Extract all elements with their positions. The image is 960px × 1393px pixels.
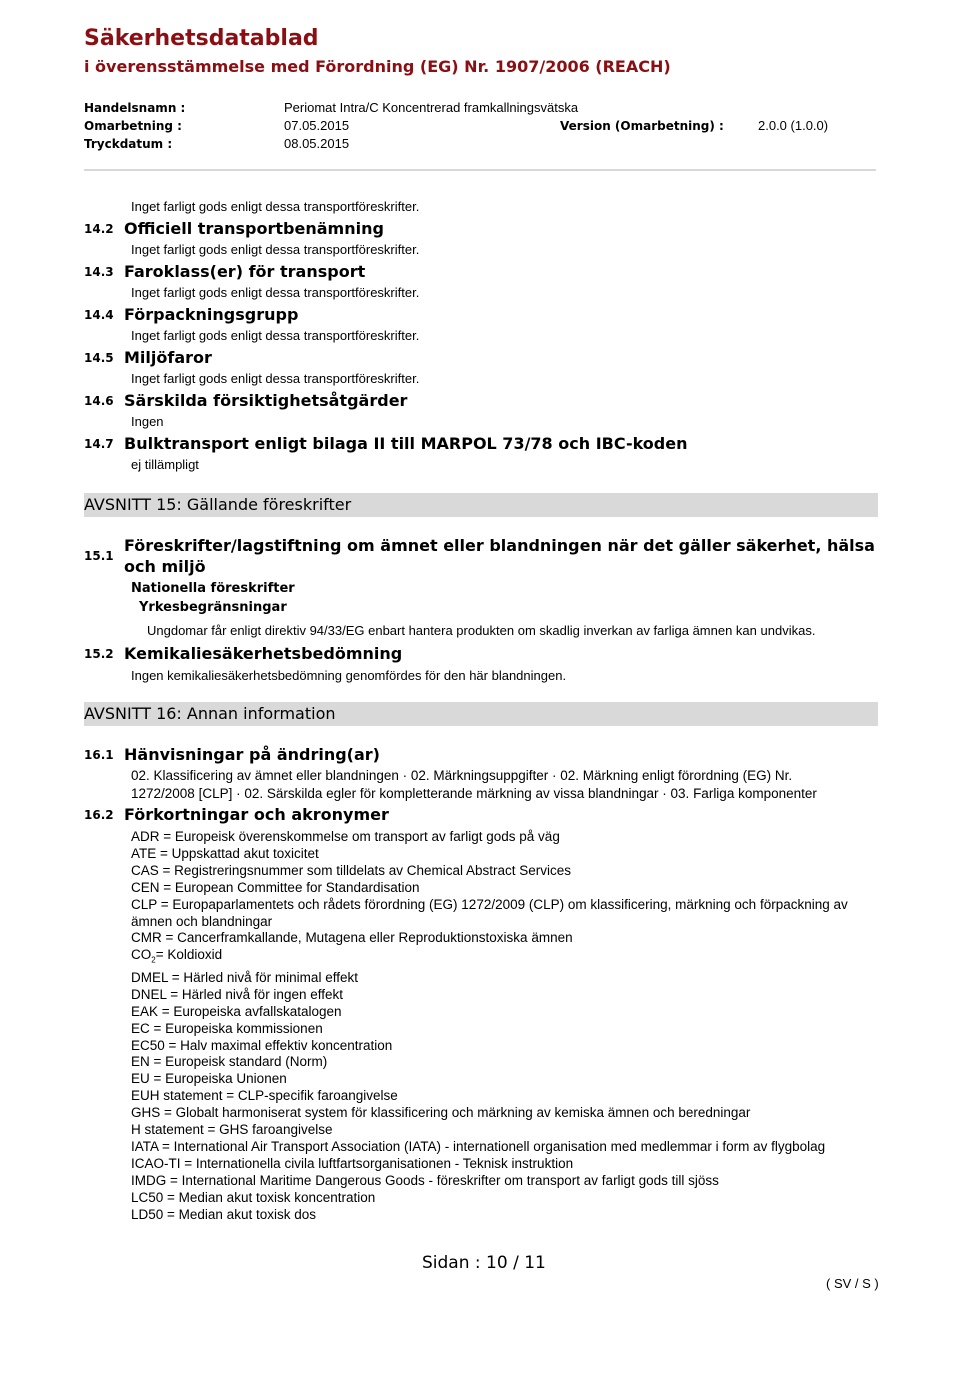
header-divider: [84, 169, 876, 171]
section-15-1-number: 15.1: [84, 549, 114, 563]
section-14-3-text: Inget farligt gods enligt dessa transportföreskrifter.: [131, 285, 420, 300]
section-16-1-line1: 02. Klassificering av ämnet eller blandningen · 02. Märkningsuppgifter · 02. Märkning enligt förordning (EG) Nr.: [131, 768, 793, 783]
abbreviation-item: GHS = Globalt harmoniserat system för klassificering och märkning av kemiska ämnen och beredningar: [131, 1105, 751, 1121]
abbreviation-item-co2: [131, 947, 881, 970]
section-14-6-title: Särskilda försiktighetsåtgärder: [124, 391, 408, 410]
abbreviation-item: EAK = Europeiska avfallskatalogen: [131, 1003, 342, 1019]
abbreviation-item: DMEL = Härled nivå för minimal effekt: [131, 969, 358, 985]
section-14-2-number: 14.2: [84, 222, 114, 236]
section-14-7-title: Bulktransport enligt bilaga II till MARPOL 73/78 och IBC-koden: [124, 434, 688, 453]
section-14-3-number: 14.3: [84, 265, 114, 279]
abbreviation-item-cmr: CMR = Cancerframkallande, Mutagena eller Reproduktionstoxiska ämnen: [131, 930, 573, 946]
version-value: 2.0.0 (1.0.0): [758, 118, 829, 133]
abbreviation-item: CEN = European Committee for Standardisation: [131, 879, 420, 895]
abbreviation-item: ICAO-TI = Internationella civila luftfartsorganisationen - Teknisk instruktion: [131, 1155, 574, 1171]
section-15-header-label: AVSNITT 15: Gällande föreskrifter: [84, 495, 352, 514]
section-16-header-label: AVSNITT 16: Annan information: [84, 704, 336, 723]
section-14-7-text: ej tillämpligt: [131, 457, 199, 472]
section-16-1-number: 16.1: [84, 748, 114, 762]
section-14-7-number: 14.7: [84, 437, 114, 451]
abbreviation-item: LC50 = Median akut toxisk koncentration: [131, 1189, 376, 1205]
co2-definition: = Koldioxid: [155, 947, 223, 963]
section-16-header: [84, 702, 878, 726]
document-title: Säkerhetsdatablad: [84, 26, 319, 51]
section-15-2-text: Ingen kemikaliesäkerhetsbedömning genomfördes för den här blandningen.: [131, 668, 567, 683]
abbreviation-item: ADR = Europeisk överenskommelse om transport av farligt gods på väg: [131, 829, 560, 844]
section-14-5-text: Inget farligt gods enligt dessa transportföreskrifter.: [131, 371, 420, 386]
section-14-2-title: Officiell transportbenämning: [124, 219, 384, 238]
trade-name-label: Handelsnamn :: [84, 101, 186, 115]
language-code: ( SV / S ): [826, 1276, 879, 1291]
national-regulations-label: Nationella föreskrifter: [131, 581, 295, 596]
abbreviation-item: EC50 = Halv maximal effektiv koncentration: [131, 1037, 393, 1053]
abbreviation-item: LD50 = Median akut toxisk dos: [131, 1206, 316, 1222]
section-15-header: [84, 493, 878, 517]
section-16-2-number: 16.2: [84, 808, 114, 822]
section-15-1-title-line1: Föreskrifter/lagstiftning om ämnet eller blandningen när det gäller säkerhet, hälsa: [124, 536, 875, 555]
abbreviation-item-clp: CLP = Europaparlamentets och rådets förordning (EG) 1272/2009 (CLP) om klassificering, märkning och förpackning av ämnen och blandningar: [131, 896, 848, 929]
abbreviation-item: ATE = Uppskattad akut toxicitet: [131, 845, 319, 861]
section-14-6-number: 14.6: [84, 394, 114, 408]
abbreviation-item: H statement = GHS faroangivelse: [131, 1122, 333, 1138]
section-15-2-title: Kemikaliesäkerhetsbedömning: [124, 644, 403, 663]
print-date-value: 08.05.2015: [284, 136, 350, 151]
page-number: Sidan : 10 / 11: [422, 1253, 546, 1273]
document-subtitle: i överensstämmelse med Förordning (EG) Nr. 1907/2006 (REACH): [84, 57, 671, 76]
section-14-4-text: Inget farligt gods enligt dessa transportföreskrifter.: [131, 328, 420, 343]
section-14-3-title: Faroklass(er) för transport: [124, 262, 366, 281]
abbreviation-item: IATA = International Air Transport Association (IATA) - internationell organisation med medlemmar i form av flygbolag: [131, 1139, 826, 1154]
section-16-1-line2: 1272/2008 [CLP] · 02. Särskilda egler för kompletterande märkning av vissa blandningar · 03. Farliga komponenter: [131, 786, 817, 801]
section-14-intro-text: Inget farligt gods enligt dessa transportföreskrifter.: [131, 199, 420, 214]
abbreviation-item: EU = Europeiska Unionen: [131, 1071, 287, 1087]
print-date-label: Tryckdatum :: [84, 137, 173, 151]
section-16-1-title: Hänvisningar på ändring(ar): [124, 745, 380, 764]
section-14-5-number: 14.5: [84, 351, 114, 365]
abbreviation-item: EN = Europeisk standard (Norm): [131, 1054, 328, 1070]
abbreviations-list: [131, 829, 881, 1224]
revision-value: 07.05.2015: [284, 118, 350, 133]
section-15-2-number: 15.2: [84, 647, 114, 661]
abbreviation-item: EC = Europeiska kommissionen: [131, 1020, 323, 1036]
occupational-restrictions-text: Ungdomar får enligt direktiv 94/33/EG enbart hantera produkten om skadlig inverkan av farliga ämnen kan undvikas.: [147, 623, 816, 638]
abbreviation-item: IMDG = International Maritime Dangerous Goods - föreskrifter om transport av farligt gods till sjöss: [131, 1172, 719, 1188]
section-14-2-text: Inget farligt gods enligt dessa transportföreskrifter.: [131, 242, 420, 257]
section-16-2-title: Förkortningar och akronymer: [124, 805, 389, 824]
trade-name-value: Periomat Intra/C Koncentrerad framkallningsvätska: [284, 100, 579, 115]
section-14-4-title: Förpackningsgrupp: [124, 305, 299, 324]
co2-symbol: CO: [131, 947, 152, 963]
occupational-restrictions-label: Yrkesbegränsningar: [139, 600, 287, 615]
section-14-4-number: 14.4: [84, 308, 114, 322]
abbreviation-item: DNEL = Härled nivå för ingen effekt: [131, 986, 343, 1002]
revision-label: Omarbetning :: [84, 119, 182, 133]
section-15-1-title-line2: och miljö: [124, 557, 206, 576]
version-label: Version (Omarbetning) :: [560, 119, 724, 133]
section-14-5-title: Miljöfaror: [124, 348, 212, 367]
abbreviation-item: CAS = Registreringsnummer som tilldelats av Chemical Abstract Services: [131, 862, 572, 878]
abbreviation-item: EUH statement = CLP-specifik faroangivelse: [131, 1088, 398, 1104]
co2-subscript: 2: [151, 956, 156, 966]
section-14-6-text: Ingen: [131, 414, 164, 429]
